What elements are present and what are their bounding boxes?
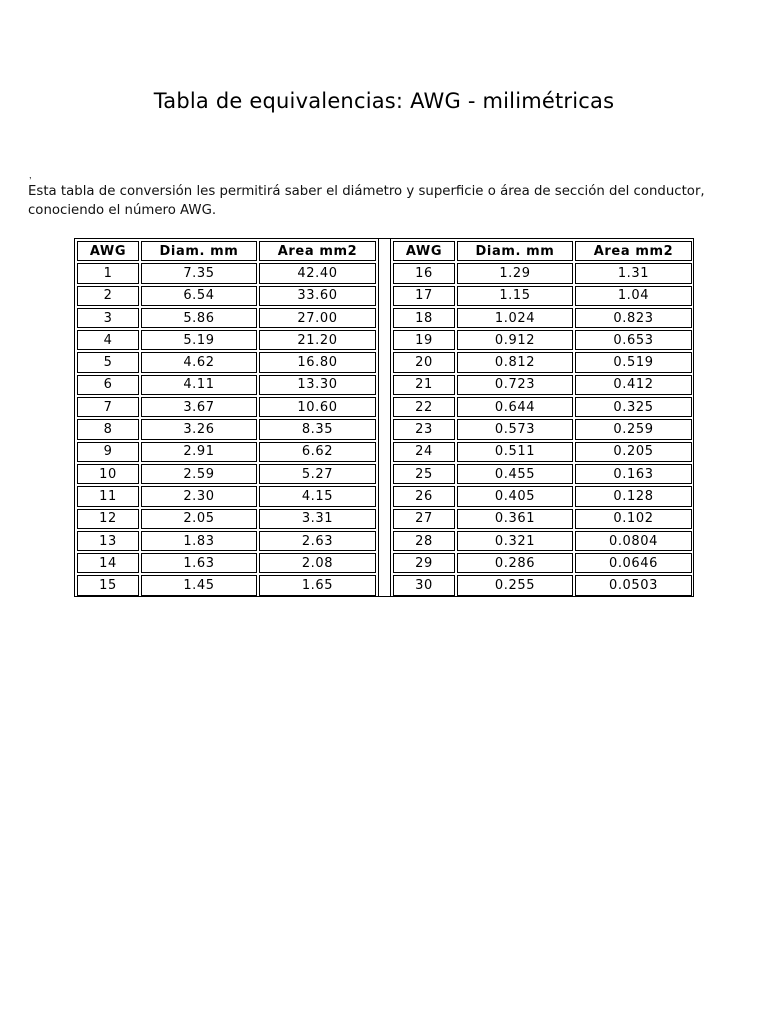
cell-diameter: 0.405 bbox=[457, 486, 573, 506]
cell-area: 33.60 bbox=[259, 286, 376, 306]
header-area: Area mm2 bbox=[259, 241, 376, 261]
cell-area: 0.325 bbox=[575, 397, 692, 417]
table-row bbox=[77, 352, 376, 372]
table-row bbox=[393, 375, 692, 395]
cell-awg: 10 bbox=[77, 464, 139, 484]
cell-area: 0.259 bbox=[575, 419, 692, 439]
cell-area: 6.62 bbox=[259, 442, 376, 462]
cell-awg: 1 bbox=[77, 263, 139, 283]
cell-awg: 23 bbox=[393, 419, 455, 439]
cell-diameter: 1.024 bbox=[457, 308, 573, 328]
table-row bbox=[77, 330, 376, 350]
cell-diameter: 0.255 bbox=[457, 575, 573, 595]
cell-awg: 12 bbox=[77, 509, 139, 529]
cell-area: 1.65 bbox=[259, 575, 376, 595]
cell-awg: 15 bbox=[77, 575, 139, 595]
awg-table-left-half bbox=[77, 241, 376, 596]
cell-awg: 16 bbox=[393, 263, 455, 283]
cell-diameter: 0.912 bbox=[457, 330, 573, 350]
table-row bbox=[393, 419, 692, 439]
cell-awg: 18 bbox=[393, 308, 455, 328]
awg-table-left bbox=[75, 239, 378, 598]
cell-area: 0.205 bbox=[575, 442, 692, 462]
header-awg: AWG bbox=[77, 241, 139, 261]
cell-diameter: 3.26 bbox=[141, 419, 257, 439]
cell-awg: 19 bbox=[393, 330, 455, 350]
cell-awg: 6 bbox=[77, 375, 139, 395]
cell-area: 0.128 bbox=[575, 486, 692, 506]
cell-diameter: 2.05 bbox=[141, 509, 257, 529]
cell-diameter: 4.62 bbox=[141, 352, 257, 372]
header-diameter: Diam. mm bbox=[141, 241, 257, 261]
cell-area: 16.80 bbox=[259, 352, 376, 372]
cell-awg: 26 bbox=[393, 486, 455, 506]
cell-area: 1.31 bbox=[575, 263, 692, 283]
table-row bbox=[393, 263, 692, 283]
cell-area: 27.00 bbox=[259, 308, 376, 328]
awg-table-right bbox=[391, 239, 694, 598]
cell-area: 0.412 bbox=[575, 375, 692, 395]
cell-diameter: 3.67 bbox=[141, 397, 257, 417]
table-header-row bbox=[77, 241, 376, 261]
cell-area: 0.163 bbox=[575, 464, 692, 484]
cell-awg: 20 bbox=[393, 352, 455, 372]
table-row bbox=[393, 442, 692, 462]
cell-diameter: 1.15 bbox=[457, 286, 573, 306]
table-row bbox=[77, 397, 376, 417]
cell-awg: 17 bbox=[393, 286, 455, 306]
cell-diameter: 1.83 bbox=[141, 531, 257, 551]
table-row bbox=[393, 531, 692, 551]
table-row bbox=[77, 464, 376, 484]
cell-awg: 11 bbox=[77, 486, 139, 506]
table-row bbox=[77, 486, 376, 506]
table-row bbox=[77, 531, 376, 551]
table-row bbox=[393, 330, 692, 350]
cell-area: 42.40 bbox=[259, 263, 376, 283]
header-diameter: Diam. mm bbox=[457, 241, 573, 261]
table-row bbox=[393, 308, 692, 328]
cell-area: 21.20 bbox=[259, 330, 376, 350]
cell-awg: 4 bbox=[77, 330, 139, 350]
table-row bbox=[77, 263, 376, 283]
cell-awg: 7 bbox=[77, 397, 139, 417]
awg-table-right-body bbox=[393, 263, 692, 595]
cell-diameter: 2.59 bbox=[141, 464, 257, 484]
cell-area: 2.08 bbox=[259, 553, 376, 573]
table-row bbox=[393, 352, 692, 372]
cell-diameter: 0.723 bbox=[457, 375, 573, 395]
cell-diameter: 1.63 bbox=[141, 553, 257, 573]
table-row bbox=[393, 464, 692, 484]
cell-area: 0.0646 bbox=[575, 553, 692, 573]
cell-area: 3.31 bbox=[259, 509, 376, 529]
table-row bbox=[77, 442, 376, 462]
cell-diameter: 0.455 bbox=[457, 464, 573, 484]
cell-awg: 13 bbox=[77, 531, 139, 551]
cell-area: 0.102 bbox=[575, 509, 692, 529]
cell-area: 0.0804 bbox=[575, 531, 692, 551]
table-row bbox=[393, 509, 692, 529]
cell-diameter: 1.29 bbox=[457, 263, 573, 283]
cell-area: 0.823 bbox=[575, 308, 692, 328]
cell-awg: 2 bbox=[77, 286, 139, 306]
table-row bbox=[393, 575, 692, 595]
cell-awg: 5 bbox=[77, 352, 139, 372]
cell-awg: 3 bbox=[77, 308, 139, 328]
cell-area: 1.04 bbox=[575, 286, 692, 306]
cell-diameter: 0.644 bbox=[457, 397, 573, 417]
table-header-row bbox=[393, 241, 692, 261]
awg-table-left-body bbox=[77, 263, 376, 595]
cell-diameter: 5.86 bbox=[141, 308, 257, 328]
cell-diameter: 2.91 bbox=[141, 442, 257, 462]
cell-diameter: 4.11 bbox=[141, 375, 257, 395]
table-row bbox=[77, 419, 376, 439]
table-row bbox=[77, 553, 376, 573]
table-row bbox=[393, 286, 692, 306]
table-row bbox=[77, 308, 376, 328]
cell-area: 0.0503 bbox=[575, 575, 692, 595]
cell-diameter: 0.812 bbox=[457, 352, 573, 372]
cell-awg: 25 bbox=[393, 464, 455, 484]
cell-diameter: 5.19 bbox=[141, 330, 257, 350]
cell-awg: 14 bbox=[77, 553, 139, 573]
cell-diameter: 2.30 bbox=[141, 486, 257, 506]
table-row bbox=[77, 509, 376, 529]
cell-diameter: 7.35 bbox=[141, 263, 257, 283]
cell-diameter: 6.54 bbox=[141, 286, 257, 306]
cell-diameter: 0.573 bbox=[457, 419, 573, 439]
cell-awg: 22 bbox=[393, 397, 455, 417]
cell-awg: 21 bbox=[393, 375, 455, 395]
cell-awg: 24 bbox=[393, 442, 455, 462]
table-column-divider bbox=[378, 239, 391, 596]
table-row bbox=[77, 375, 376, 395]
cell-area: 2.63 bbox=[259, 531, 376, 551]
cell-diameter: 0.511 bbox=[457, 442, 573, 462]
awg-table-right-half bbox=[393, 241, 692, 596]
cell-diameter: 0.321 bbox=[457, 531, 573, 551]
cell-area: 0.519 bbox=[575, 352, 692, 372]
intro-paragraph: Esta tabla de conversión les permitirá saber el diámetro y superficie o área de sección del conductor, conociendo el número AWG. bbox=[28, 184, 705, 218]
header-area: Area mm2 bbox=[575, 241, 692, 261]
cell-area: 13.30 bbox=[259, 375, 376, 395]
table-row bbox=[393, 397, 692, 417]
cell-diameter: 1.45 bbox=[141, 575, 257, 595]
cell-diameter: 0.286 bbox=[457, 553, 573, 573]
table-row bbox=[77, 575, 376, 595]
cell-area: 10.60 bbox=[259, 397, 376, 417]
cell-awg: 29 bbox=[393, 553, 455, 573]
table-row bbox=[393, 486, 692, 506]
cell-area: 0.653 bbox=[575, 330, 692, 350]
page-title: Tabla de equivalencias: AWG - milimétricas bbox=[153, 89, 615, 113]
cell-awg: 9 bbox=[77, 442, 139, 462]
stray-marker: , bbox=[29, 170, 32, 180]
cell-area: 4.15 bbox=[259, 486, 376, 506]
cell-area: 5.27 bbox=[259, 464, 376, 484]
table-row bbox=[77, 286, 376, 306]
table-row bbox=[393, 553, 692, 573]
cell-diameter: 0.361 bbox=[457, 509, 573, 529]
cell-awg: 27 bbox=[393, 509, 455, 529]
awg-conversion-table bbox=[74, 238, 694, 597]
cell-area: 8.35 bbox=[259, 419, 376, 439]
cell-awg: 28 bbox=[393, 531, 455, 551]
cell-awg: 30 bbox=[393, 575, 455, 595]
header-awg: AWG bbox=[393, 241, 455, 261]
cell-awg: 8 bbox=[77, 419, 139, 439]
